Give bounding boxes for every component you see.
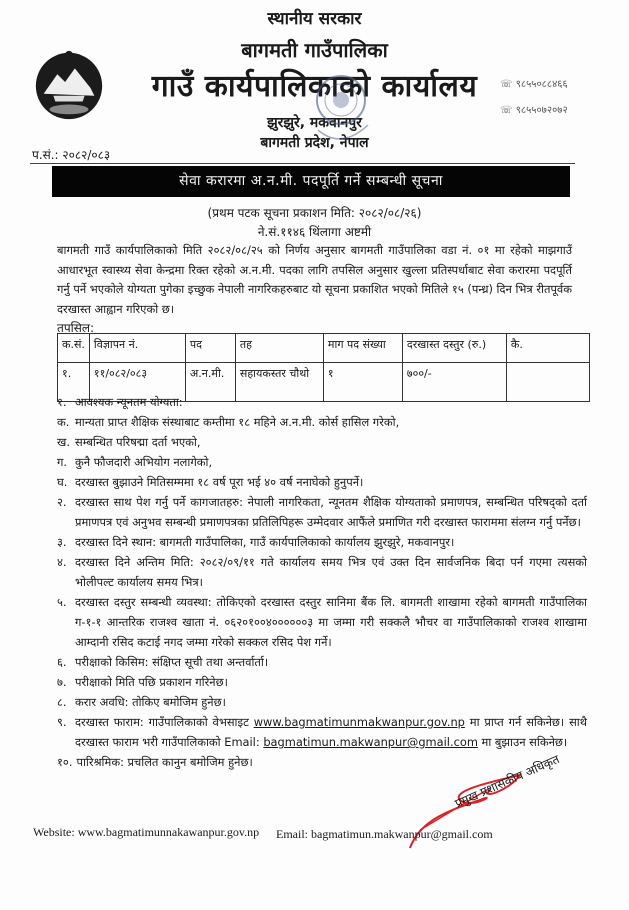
cell-sn: १.	[58, 363, 90, 402]
header-local-government: स्थानीय सरकार	[267, 9, 362, 29]
cell-level: सहायकस्तर चौथो	[235, 363, 323, 402]
col-header-positions: माग पद संख्या	[323, 334, 402, 363]
list-item: ८. करार अवधि: तोकिए बमोजिम हुनेछ।	[57, 695, 226, 709]
notice-title-banner: सेवा करारमा अ.न.मी. पदपूर्ति गर्ने सम्बन्धी सूचना	[52, 166, 570, 197]
reference-number: प.सं.: २०८२/०८३	[32, 148, 111, 162]
cell-post: अ.न.मी.	[185, 363, 235, 402]
list-item: ग. कुनै फौजदारी अभियोग नलागेको,	[57, 455, 213, 469]
header-province: बागमती प्रदेश, नेपाल	[260, 135, 369, 151]
signatory-title: प्रमुख प्रशासकीय अधिकृत	[452, 752, 562, 811]
publication-date-note: (प्रथम पटक सूचना प्रकाशन मिति: २०८२/०८/२६)	[207, 206, 422, 220]
list-item: १. आवश्यक न्यूनतम योग्यता:	[57, 395, 183, 409]
conditions-list	[57, 392, 587, 772]
list-item: ५. दरखास्त दस्तुर सम्बन्धी व्यवस्था: तोकिएको दरखास्त दस्तुर सानिमा बैंक लि. बागमती शाखामा रहेको बागमती गाउँपालिका ग-१-१ आन्तरिक राजश्व खाता नं. ०६२०१००४००००००३ मा जम्मा गरी सक्कलै भौचर वा गाउँपालिकाको राजश्व शाखामा आम्दानी रसिद कटाई नगद जम्मा गरेको सक्कल रसिद पेश गर्ने।	[57, 595, 587, 649]
col-header-level: तह	[235, 334, 323, 363]
details-label: तपसिल:	[57, 321, 95, 335]
col-header-fee: दरखास्त दस्तुर (रु.)	[402, 334, 506, 363]
list-item: ख. सम्बन्धित परिषद्मा दर्ता भएको,	[57, 435, 201, 449]
list-item: ७. परीक्षाको मिति पछि प्रकाशन गरिनेछ।	[57, 675, 228, 689]
footer-website[interactable]: Website: www.bagmatimunnakawanpur.gov.np	[33, 825, 260, 839]
email-link[interactable]: bagmatimun.makwanpur@gmail.com	[263, 735, 478, 749]
col-header-sn: क.सं.	[58, 334, 90, 363]
cell-ad-no: ११/०८२/०८३	[89, 363, 185, 402]
list-item: घ. दरखास्त बुझाउने मितिसम्ममा १८ वर्ष पूरा भई ४० वर्ष ननाघेको हुनुपर्ने।	[57, 475, 364, 489]
list-item: २. दरखास्त साथ पेश गर्नु पर्ने कागजातहरु: नेपाली नागरिकता, न्यूनतम शैक्षिक योग्यताको प्रमाणपत्र, सम्बन्धित परिषद्को दर्ता प्रमाणपत्र एवं अनुभव सम्बन्धी प्रमाणपत्रका प्रतिलिपिहरू उम्मेदवार आफैंले प्रमाणित गरी दरखास्त फाराममा संलग्न गर्नु पर्नेछ।	[57, 495, 587, 529]
list-item: ३. दरखास्त दिने स्थान: बागमती गाउँपालिका, गाउँ कार्यपालिकाको कार्यालय झुरझुरे, मकवानपुर।	[57, 535, 455, 549]
footer-email[interactable]: Email: bagmatimun.makwanpur@gmail.com	[276, 827, 493, 841]
phone-numbers	[500, 72, 568, 124]
list-item: ६. परीक्षाको किसिम: संक्षिप्त सूची तथा अन्तर्वार्ता।	[57, 655, 269, 669]
header-divider	[30, 163, 575, 164]
phone-icon: ☏	[500, 105, 516, 116]
cell-fee: ७००/-	[402, 363, 506, 402]
list-item: १०. पारिश्रमिक: प्रचलित कानुन बमोजिम हुनेछ।	[57, 755, 253, 769]
website-link[interactable]: www.bagmatimunmakwanpur.gov.np	[253, 715, 465, 729]
phone-entry: ☏ ९८५५०७२०७२	[500, 105, 568, 116]
list-item-application-form: ९. दरखास्त फाराम: गाउँपालिकाको वेभसाइट www.bagmatimunmakwanpur.gov.np मा प्राप्त गर्न सकिनेछ। साथै दरखास्त फाराम भरी गाउँपालिकाको Email: bagmatimun.makwanpur@gmail.com मा बुझाउन सकिनेछ।	[57, 715, 588, 749]
col-header-remarks: कै.	[506, 334, 589, 363]
cell-positions: १	[323, 363, 402, 402]
header-municipality-name: बागमती गाउँपालिका	[241, 38, 388, 62]
col-header-ad-no: विज्ञापन नं.	[89, 334, 185, 363]
phone-entry: ☏ ९८५५०८८४६६	[500, 79, 568, 90]
table-header-row	[58, 334, 590, 363]
nepal-sambat-date: ने.सं.११४६ थिंलागा अष्टमी	[257, 225, 372, 239]
header-address: झुरझुरे, मकवानपुर	[267, 115, 362, 131]
list-item: ४. दरखास्त दिने अन्तिम मिति: २०८२/०९/११ गते कार्यालय समय भित्र एवं उक्त दिन सार्वजनिक बिदा पर्न गएमा त्यसको भोलीपल्ट कार्यालय समय भित्र।	[57, 555, 587, 589]
col-header-post: पद	[185, 334, 235, 363]
intro-paragraph: बागमती गाउँ कार्यपालिकाको मिति २०८२/०८/२५ को निर्णय अनुसार बागमती गाउँपालिका वडा नं. ०१ मा रहेको माझगाउँ आधारभूत स्वास्थ्य सेवा केन्द्रमा रिक्त रहेको अ.न.मी. पदका लागि तपसिल अनुसार खुल्ला प्रतिस्पर्धाबाट सेवा करारमा पदपूर्ति गर्नु पर्ने भएकोले योग्यता पुगेका इच्छुक नेपाली नागरिकहरुबाट यो सूचना प्रकाशित भएको मितिले १५ (पन्ध्र) दिन भित्र रीतपूर्वक दरखास्त आह्वान गरिएको छ।	[57, 243, 572, 316]
list-item: क. मान्यता प्राप्त शैक्षिक संस्थाबाट कम्तीमा १८ महिने अ.न.मी. कोर्स हासिल गरेको,	[57, 415, 400, 429]
office-seal-stamp	[308, 70, 374, 160]
phone-icon: ☏	[500, 79, 516, 90]
header-office-name: गाउँ कार्यपालिकाको कार्यालय	[151, 69, 478, 104]
